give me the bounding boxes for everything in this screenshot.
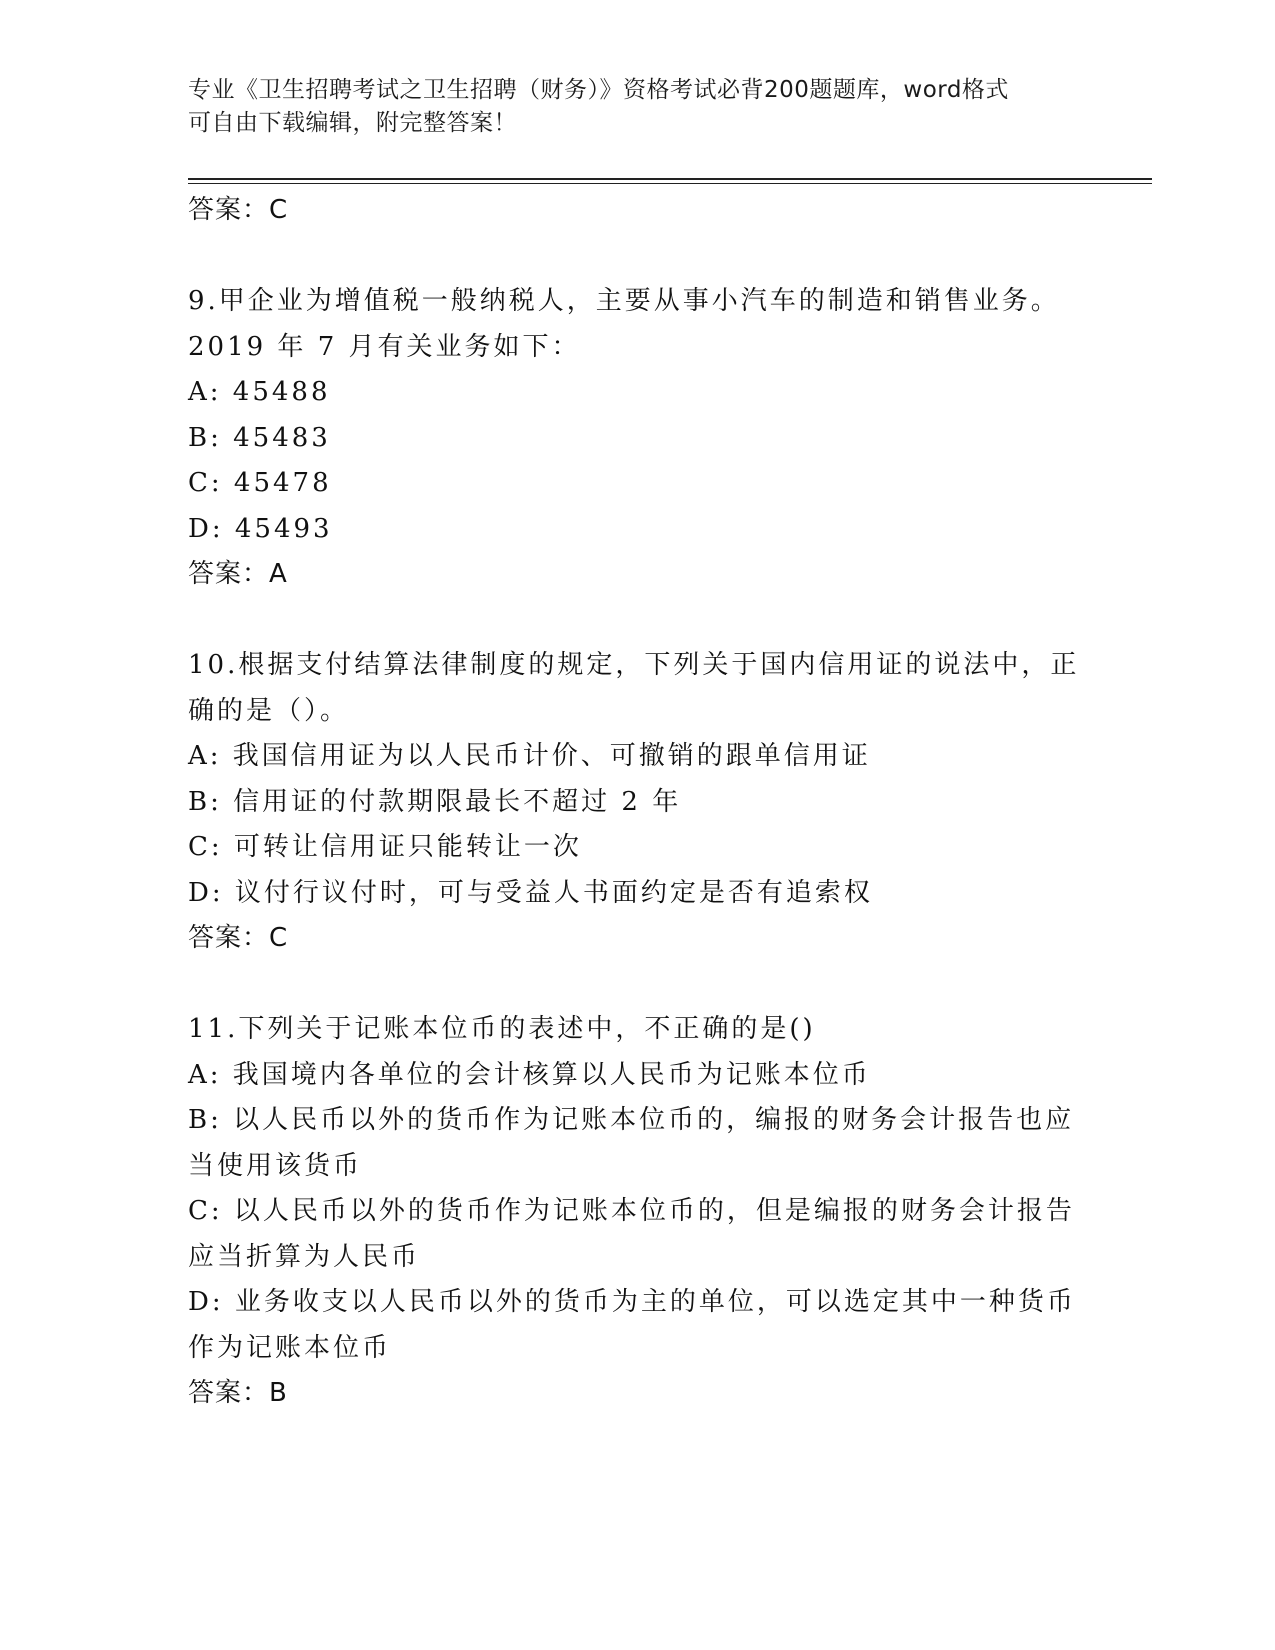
header-line-2: 可自由下载编辑，附完整答案！ — [188, 110, 517, 136]
question-stem-line: 9.甲企业为增值税一般纳税人，主要从事小汽车的制造和销售业务。 — [188, 286, 1060, 316]
question-list — [188, 188, 1088, 1417]
option-d: D: 45493 — [188, 513, 333, 544]
option-b-continued: 当使用该货币 — [188, 1150, 363, 1181]
spacer — [188, 234, 1088, 280]
option-a: A: 我国境内各单位的会计核算以人民币为记账本位币 — [188, 1059, 871, 1090]
option-d-continued: 作为记账本位币 — [188, 1332, 392, 1363]
answer: 答案：A — [188, 559, 288, 589]
question-stem-line: 2019 年 7 月有关业务如下： — [188, 331, 581, 362]
option-c-continued: 应当折算为人民币 — [188, 1241, 421, 1272]
spacer — [188, 962, 1088, 1008]
header-line-1: 专业《卫生招聘考试之卫生招聘（财务）》资格考试必背200题题库，word格式 — [188, 77, 1009, 103]
option-d: D: 议付行议付时，可与受益人书面约定是否有追索权 — [188, 877, 873, 908]
previous-answer: 答案：C — [188, 195, 289, 225]
question-stem-line: 确的是（）。 — [188, 695, 350, 726]
spacer — [188, 598, 1088, 644]
question-10 — [188, 643, 1088, 962]
option-b: B: 45483 — [188, 422, 331, 453]
document-header — [188, 74, 1068, 140]
header-rule-thick — [188, 178, 1152, 180]
option-d: D: 业务收支以人民币以外的货币为主的单位，可以选定其中一种货币 — [188, 1287, 1076, 1317]
option-c: C: 45478 — [188, 468, 332, 498]
option-a: A: 45488 — [188, 377, 331, 407]
question-stem-line: 11.下列关于记账本位币的表述中，不正确的是() — [188, 1014, 816, 1044]
option-a: A: 我国信用证为以人民币计价、可撤销的跟单信用证 — [188, 741, 871, 771]
header-rule-thin — [188, 183, 1152, 184]
option-b: B: 信用证的付款期限最长不超过 2 年 — [188, 786, 682, 817]
answer: 答案：C — [188, 923, 289, 953]
option-c: C: 以人民币以外的货币作为记账本位币的，但是编报的财务会计报告 — [188, 1196, 1075, 1226]
question-stem-line: 10.根据支付结算法律制度的规定，下列关于国内信用证的说法中，正 — [188, 650, 1080, 680]
option-c: C: 可转让信用证只能转让一次 — [188, 832, 582, 862]
answer: 答案：B — [188, 1378, 288, 1408]
question-11 — [188, 1007, 1088, 1417]
question-9 — [188, 279, 1088, 598]
option-b: B: 以人民币以外的货币作为记账本位币的，编报的财务会计报告也应 — [188, 1105, 1075, 1135]
